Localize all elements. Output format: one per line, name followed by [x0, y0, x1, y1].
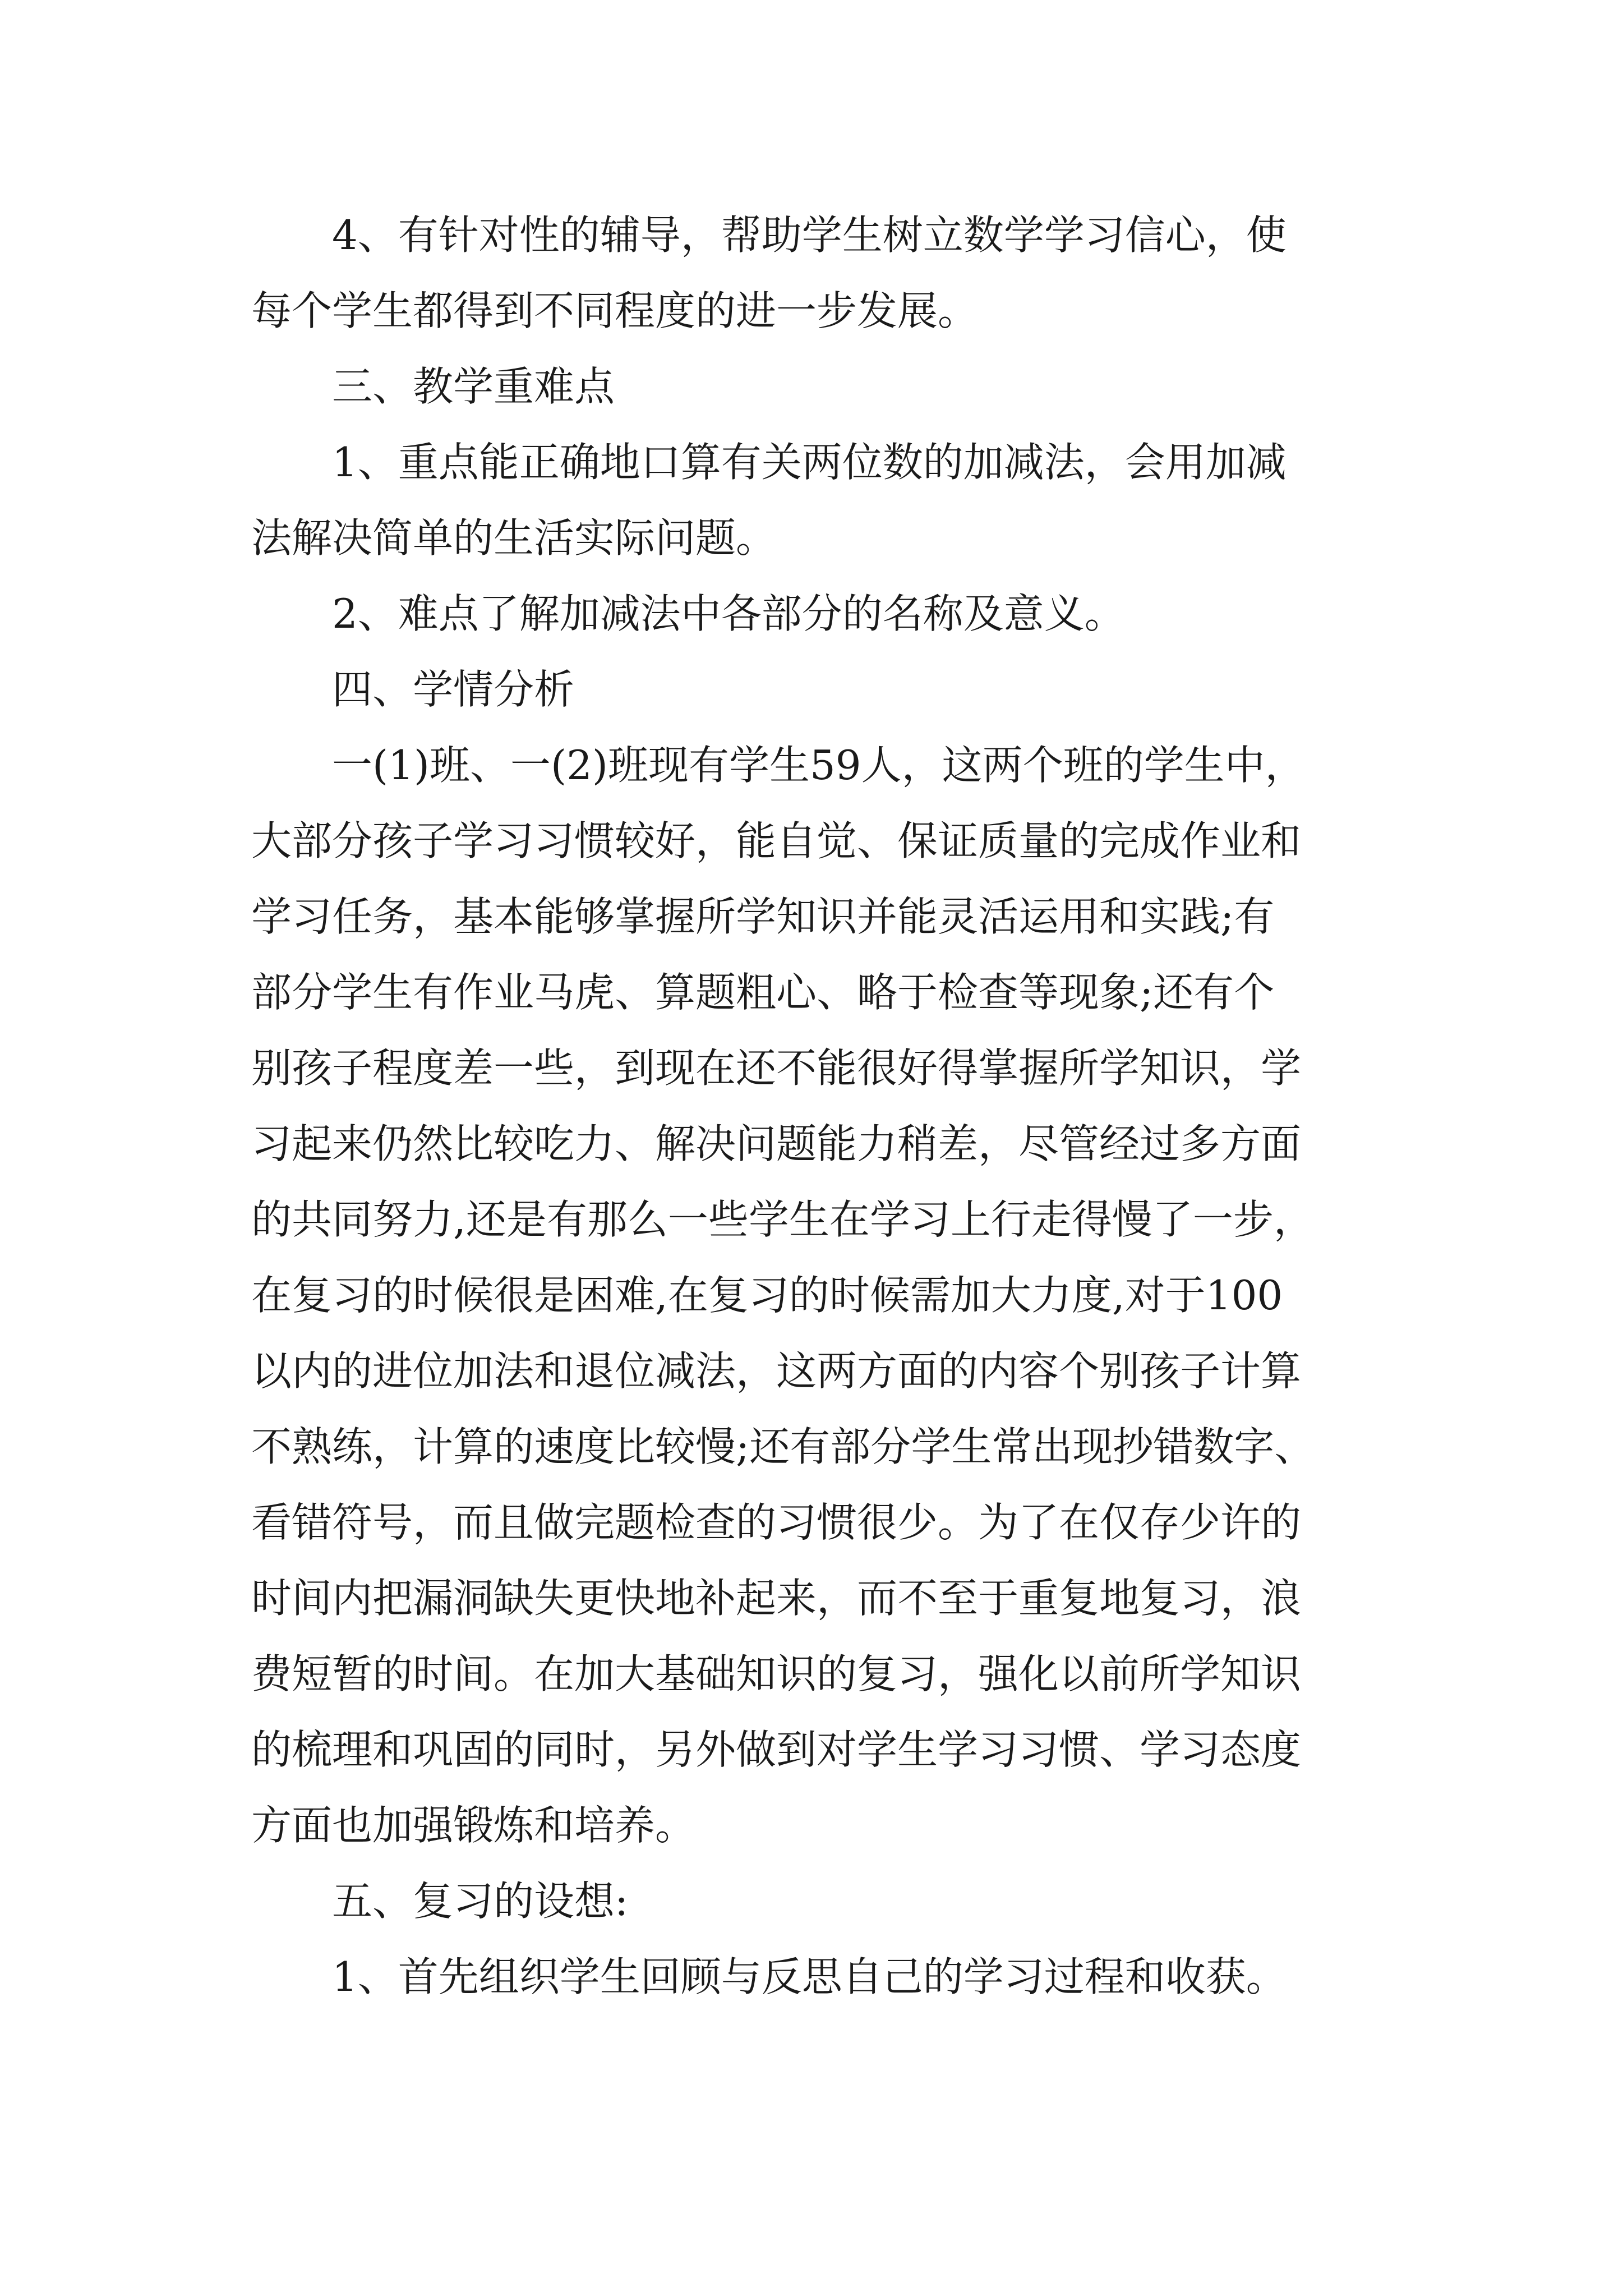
paragraph-line: 的梳理和巩固的同时，另外做到对学生学习习惯、学习态度 [251, 1726, 1302, 1773]
paragraph-line: 1、重点能正确地口算有关两位数的加减法，会用加减 [332, 439, 1287, 486]
paragraph-line: 以内的进位加法和退位减法，这两方面的内容个别孩子计算 [251, 1347, 1302, 1395]
paragraph-line: 方面也加强锻炼和培养。 [251, 1802, 696, 1849]
paragraph-line: 2、难点了解加减法中各部分的名称及意义。 [332, 590, 1125, 637]
paragraph-line: 大部分孩子学习习惯较好，能自觉、保证质量的完成作业和 [251, 817, 1302, 864]
section-heading: 三、教学重难点 [332, 363, 615, 410]
paragraph-line: 在复习的时候很是困难,在复习的时候需加大力度,对于100 [251, 1272, 1283, 1319]
document-page [251, 197, 1373, 2015]
paragraph-line: 一(1)班、一(2)班现有学生59人，这两个班的学生中， [332, 742, 1306, 789]
section-heading: 五、复习的设想: [332, 1878, 629, 1925]
paragraph-line: 看错符号，而且做完题检查的习惯很少。为了在仅存少许的 [251, 1499, 1302, 1546]
paragraph-line: 习起来仍然比较吃力、解决问题能力稍差，尽管经过多方面 [251, 1120, 1302, 1167]
paragraph-line: 法解决简单的生活实际问题。 [251, 514, 777, 562]
paragraph-line: 不熟练，计算的速度比较慢;还有部分学生常出现抄错数字、 [251, 1423, 1315, 1470]
paragraph-line: 学习任务，基本能够掌握所学知识并能灵活运用和实践;有 [251, 893, 1275, 940]
paragraph-line: 的共同努力,还是有那么一些学生在学习上行走得慢了一步， [251, 1196, 1314, 1243]
paragraph-line: 费短暂的时间。在加大基础知识的复习，强化以前所学知识 [251, 1650, 1302, 1697]
paragraph-line: 别孩子程度差一些，到现在还不能很好得掌握所学知识，学 [251, 1045, 1302, 1092]
paragraph-line: 4、有针对性的辅导，帮助学生树立数学学习信心，使 [332, 211, 1287, 259]
paragraph-line: 1、首先组织学生回顾与反思自己的学习过程和收获。 [332, 1953, 1287, 2000]
section-heading: 四、学情分析 [332, 666, 575, 713]
paragraph-line: 部分学生有作业马虎、算题粗心、略于检查等现象;还有个 [251, 969, 1275, 1016]
paragraph-line: 每个学生都得到不同程度的进一步发展。 [251, 287, 979, 334]
paragraph-line: 时间内把漏洞缺失更快地补起来，而不至于重复地复习，浪 [251, 1575, 1302, 1622]
